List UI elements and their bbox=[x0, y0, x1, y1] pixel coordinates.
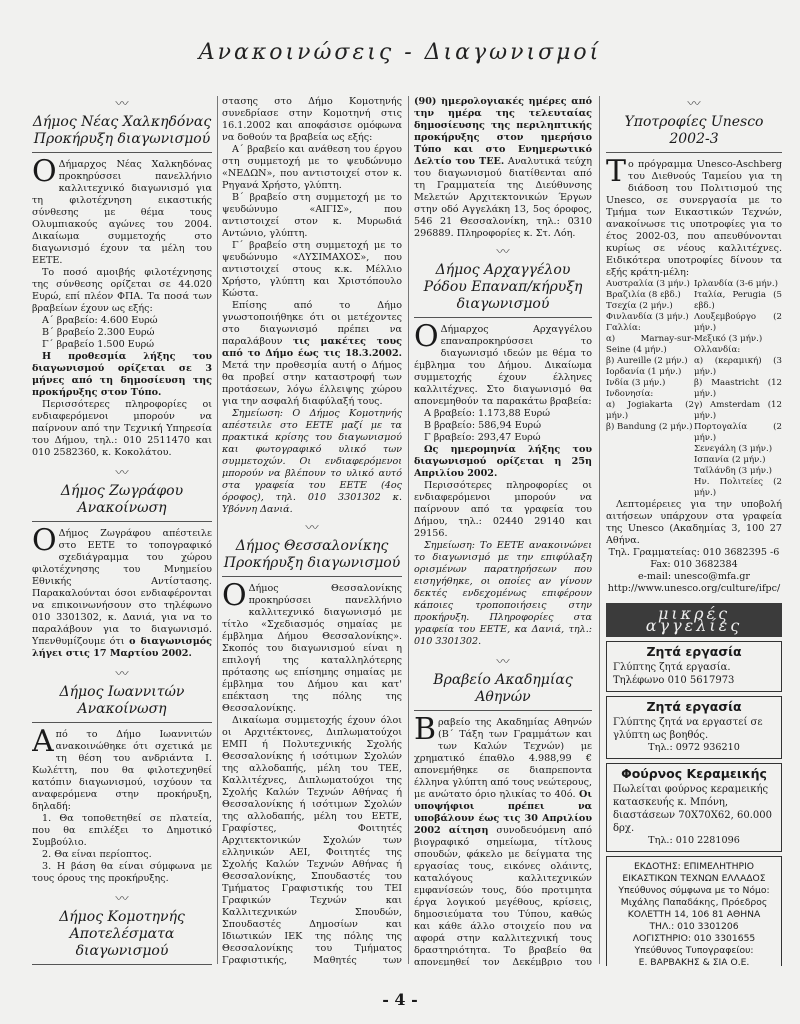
column-2 bbox=[222, 96, 402, 966]
colophon-line: ΤΗΛ.: 010 3301206 bbox=[649, 921, 739, 932]
prize-line: Γ΄ βραβείο 1.500 Ευρώ bbox=[42, 339, 155, 350]
ornament-icon: 〰 bbox=[115, 97, 129, 112]
paragraph: Το ποσό αμοιβής φιλοτέχνησης της σύνθεσης ορίζεται σε 44.020 Ευρώ, επί πλέον ΦΠΑ. Τα ποσά των βραβείων έχουν ως εξής: bbox=[32, 267, 212, 314]
article-title: Υποτροφίες Unesco 2002-3 bbox=[606, 114, 782, 153]
ad-title: Φούρνος Κεραμεικής bbox=[621, 766, 767, 781]
page-number: - 4 - bbox=[382, 990, 418, 1009]
country-item: Ιορδανία (1 μήν.) bbox=[606, 367, 682, 377]
classified-ad bbox=[606, 763, 782, 852]
prize-line: Α΄ βραβείο: 4.600 Ευρώ bbox=[42, 315, 158, 326]
column-1 bbox=[32, 96, 212, 966]
country-item: β) Maastricht (12 μήν.) bbox=[694, 378, 782, 399]
country-item: α) (κεραμική) (3 μήν.) bbox=[694, 356, 782, 377]
paragraph: Βραβείο της Ακαδημίας Αθηνών (Β΄ Τάξη των Γραμμάτων και των Καλών Τεχνών) με χρηματικό έπαθλο 4.988,99 € απονεμήθηκε σε διαπρεποντα έλληνα γλύπτη από τους νεώτερους, με ανώτατο όριο ηλικίας το 40ό. Οι υποψήφιοι πρέπει να υποβάλουν έως τις 30 Απριλίου 2002 αίτηση συνοδευόμενη από βιογραφικό σημείωμα, τίτλους σπουδών, φάκελο με δείγματα της εργασίας τους, εικόνες ολάιντς, καταλόγους καλλιτεχνικών εμφανίσεών τους, δύο προτιμητα έργα λογικού μεγέθους, κρίσεις, δημοσιεύματα του Τύπου, καθώς και κάθε άλλο στοιχείο που να αφορά στην καλλιτεχνική τους δραστηριότητα. Το βραβείο θα απονεμηθεί τον Δεκέμβριο του bbox=[414, 712, 592, 966]
note: Σημείωση: Ο Δήμος Κομοτηνής απέστειλε στο ΕΕΤΕ μαζί με τα πρακτικά κρίσης του διαγωνισμού και φωτογραφικό υλικό των συμμετοχών. Οι ενδιαφερόμενοι μπορούν να βλέπουν το υλικό αυτό στα γραφεία του ΕΕΤΕ (4ος όροφος), τηλ. 010 3301302 κ. Υβόννη Δανιά. bbox=[222, 408, 402, 515]
column-rule bbox=[408, 96, 409, 964]
prize-line: Β΄ βραβείο 2.300 Ευρώ bbox=[42, 327, 155, 338]
deadline: Η προθεσμία λήξης του διαγωνισμού ορίζεται σε 3 μήνες από τη δημοσίευση της προκήρυξης στον Τύπο. bbox=[32, 351, 212, 398]
ornament-icon: 〰 bbox=[115, 466, 129, 481]
country-item: β) Bandung (2 μήν.) bbox=[606, 422, 693, 432]
article bbox=[32, 467, 212, 660]
country-item: Πορτογαλία (2 μήν.) bbox=[694, 422, 782, 443]
colophon-line: ΕΙΚΑΣΤΙΚΩΝ ΤΕΧΝΩΝ ΕΛΛΑΔΟΣ bbox=[622, 873, 766, 884]
country-item: Γαλλία: bbox=[606, 323, 641, 333]
page-header: Ανακοινώσεις - Διαγωνισμοί bbox=[198, 40, 602, 65]
ad-phone: Τηλ.: 0972 936210 bbox=[648, 742, 740, 753]
article bbox=[32, 668, 212, 885]
article-title: Δήμος Κομοτηνής Αποτελέσματα διαγωνισμού bbox=[32, 909, 212, 965]
article-title: Δήμος Ζωγράφου Ανακοίνωση bbox=[32, 483, 212, 522]
ornament-icon: 〰 bbox=[687, 97, 701, 112]
article bbox=[606, 98, 782, 595]
website-link[interactable]: http://www.unesco.org/culture/ifpc/ bbox=[607, 583, 781, 594]
deadline: Ως ημερομηνία λήξης του διαγωνισμού ορίζεται η 25η Απριλίου 2002. bbox=[414, 444, 592, 479]
paragraph: ΟΔήμος Ζωγράφου απέστειλε στο ΕΕΤΕ το τοπογραφικό σχεδιάγραμμα του χώρου φιλοτέχνησης του Μνημείου Εθνικής Αντίστασης. Παρακαλούνται όσοι ενδιαφέρονται να επικοινωνήσουν στο τηλέφωνο 010 3301302, κ. Δανιά, για να το παραλάβουν για το διαγωνισμό. Υπενθυμίζουμε ότι ο διαγωνισμός λήγει στις 17 Μαρτίου 2002. bbox=[32, 523, 212, 659]
paragraph: Το πρόγραμμα Unesco-Aschberg του Διεθνούς Ταμείου για τη διάδοση του Πολιτισμού της Unesco, σε συνεργασία με το Τμήμα των Εικαστικών Τεχνών, ανακοίνωσε τις υποτροφίες για το έτος 2002-03, που απευθύνονται κυρίως σε νέους καλλιτέχνες. Ειδικότερα υποτροφίες δίνουν τα εξής κράτη-μέλη: bbox=[606, 154, 782, 278]
colophon-line: Υπεύθυνος σύμφωνα με το Νόμο: bbox=[618, 885, 770, 896]
classifieds-banner: μικρές αγγελίες bbox=[606, 603, 782, 637]
colophon-line: ΚΟΛΕΤΤΗ 14, 106 81 ΑΘΗΝΑ bbox=[627, 909, 761, 920]
article-title: Δήμος Ιωαννιτών Ανακοίνωση bbox=[32, 684, 212, 723]
country-item: Σενεγάλη (3 μήν.) bbox=[694, 444, 773, 454]
article bbox=[32, 893, 212, 966]
prize-line: Β βραβείο: 586,94 Ευρώ bbox=[424, 420, 542, 431]
ad-text: Γλύπτης ζητά να εργαστεί σε γλύπτη ως βοηθός. bbox=[613, 717, 763, 741]
paragraph: ΟΔήμαρχος Νέας Χαλκηδόνας προκηρύσσει πανελλήνιο καλλιτεχνικό διαγωνισμό για τη φιλοτέχνηση εικαστικής σύνθεσης με θέμα τους Ολυμπιακούς αγώνες του 2004. Δικαίωμα συμμετοχής στο διαγωνισμό έχουν τα μέλη του ΕΕΤΕ. bbox=[32, 154, 212, 266]
country-item: Ιταλία, Perugia (5 εβδ.) bbox=[694, 290, 782, 311]
classified-ad bbox=[606, 641, 782, 692]
note: Σημείωση: Το ΕΕΤΕ ανακοινώνει το διαγωνισμό με την επιφύλαξη ορισμένων παρατηρήσεων που εισηγήθηκε, οι οποίες αν γίνουν δεκτές ενδεχομένως επιφέρουν κάποιες τροποποιήσεις στην προκήρυξη. Πληροφορίες στα γραφεία του ΕΕΤΕ, κα Δανιά, τηλ.: 010 3301302. bbox=[414, 540, 592, 647]
ornament-icon: 〰 bbox=[496, 245, 510, 260]
list-item: 2. Θα είναι περίοπτος. bbox=[42, 849, 152, 860]
country-item: α) Jogiakarta (2 μήν.) bbox=[606, 400, 694, 421]
colophon-line: ΕΚΔΟΤΗΣ: ΕΠΙΜΕΛΗΤΗΡΙΟ bbox=[633, 861, 755, 872]
phone: Τηλ. Γραμματείας: 010 3682395 -6 bbox=[608, 547, 780, 558]
country-item: α) Marnay-sur-Seine (4 μήν.) bbox=[606, 334, 694, 355]
paragraph: Α΄ βραβείο και ανάθεση του έργου στη συμμετοχή με το ψευδώνυμο «ΝΕΔΩΝ», που αντιστοιχεί στον κ. Ρηγανά Χρήστο, γλύπτη. bbox=[222, 144, 402, 191]
ad-title: Ζητά εργασία bbox=[646, 644, 742, 659]
article-title: Δήμος Θεσσαλονίκης Προκήρυξη διαγωνισμού bbox=[222, 538, 402, 577]
column-4 bbox=[606, 96, 782, 966]
ad-text: Γλύπτης ζητά εργασία. Τηλέφωνο 010 5617973 bbox=[613, 662, 735, 686]
ad-title: Ζητά εργασία bbox=[646, 699, 742, 714]
colophon-line: Ε. ΒΑΡΒΑΚΗΣ & ΣΙΑ Ο.Ε. bbox=[638, 957, 750, 966]
paragraph: ΟΔήμος Θεσσαλονίκης προκηρύσσει πανελλήνιο καλλιτεχνικό διαγωνισμό με τίτλο «Σχεδιασμός σημαίας με έμβλημα Δήμου Θεσσαλονίκης». Σκοπός του διαγωνισμού είναι η επιλογή της καταλληλότερης πρότασης ως επίσημης σημαίας με έμβλημα του Δήμου και κατ' επέκταση της πόλης της Θεσσαλονίκης. bbox=[222, 578, 402, 714]
country-list bbox=[606, 279, 782, 499]
country-item: Φινλανδία (3 μήν.) bbox=[606, 312, 689, 322]
country-item: Ισπανία (2 μήν.) bbox=[694, 455, 766, 465]
colophon-line: Μιχάλης Παπαδάκης, Πρόεδρος bbox=[620, 897, 768, 908]
article-title: Δήμος Αρχαγγέλου Ρόδου Επαναπ/κήρυξη διαγωνισμού bbox=[414, 262, 592, 318]
paragraph: Β΄ βραβείο στη συμμετοχή με το ψευδώνυμο «ΑΙΓΙΣ», που αντιστοιχεί στον κ. Μυρωδιά Αντώνιο, γλύπτη. bbox=[222, 192, 402, 239]
country-list-left bbox=[606, 279, 694, 499]
paragraph: (90) ημερολογιακές ημέρες από την ημέρα της τελευταίας δημοσίευσης της περιληπτικής προκήρυξης στον ημερήσιο Τύπο και στο Ενημερωτικό Δελτίο του ΤΕΕ. Αναλυτικά τεύχη του διαγωνισμού διατίθενται από τη Γραμματεία της Διεύθυνσης Μελετών Αρχιτεκτονικών Έργων στην οδό Αγγελάκη 13, 5ος όροφος, 546 21 Θεσσαλονίκη, τηλ.: 0310 296889. Πληροφορίες κ. Στ. Λόη. bbox=[414, 96, 592, 239]
country-item: Ινδία (3 μήν.) bbox=[606, 378, 666, 388]
article bbox=[414, 656, 592, 966]
paragraph: ΟΔήμαρχος Αρχαγγέλου επαναπροκηρύσσει το διαγωνισμό ιδεών με θέμα το έμβλημα του Δήμου. Δικαίωμα συμμετοχής έχουν έλληνες καλλιτέχνες. Στο διαγωνισμό θα απονεμηθούν τα παρακάτω βραβεία: bbox=[414, 319, 592, 407]
article bbox=[32, 98, 212, 459]
paragraph: Λεπτομέρειες για την υποβολή αιτήσεων υπάρχουν στα γραφεία της Unesco (Ακαδημίας 3, 100 27 Αθήνα. bbox=[606, 499, 782, 546]
list-item: 3. Η βάση θα είναι σύμφωνα με τους όρους της προκήρυξης. bbox=[32, 861, 212, 884]
prize-line: Γ βραβείο: 293,47 Ευρώ bbox=[424, 432, 541, 443]
contact-block bbox=[606, 547, 782, 595]
fax: Fax: 010 3682384 bbox=[650, 559, 738, 570]
ornament-icon: 〰 bbox=[496, 655, 510, 670]
country-item: γ) Amsterdam (12 μήν.) bbox=[694, 400, 782, 421]
country-item: Αυστραλία (3 μήν.) bbox=[606, 279, 690, 289]
ad-phone: Τηλ.: 010 2281096 bbox=[648, 835, 740, 846]
paragraph: Από το Δήμο Ιωαννιτών ανακοινώθηκε ότι σχετικά με τη θέση του ανδριάντα Ι. Κωλέττη, που θα φιλοτεχνηθεί κατόπιν διαγωνισμού, ισχύουν τα αναφερόμενα στην προκήρυξη, δηλαδή: bbox=[32, 724, 212, 812]
country-item: Λουξεμβούργο (2 μήν.) bbox=[694, 312, 782, 333]
country-item: Τσεχία (2 μήν.) bbox=[606, 301, 673, 311]
paragraph: Επίσης από το Δήμο γνωστοποιήθηκε ότι οι μετέχοντες στο διαγωνισμό πρέπει να παραλάβουν τις μακέτες τους από το Δήμο έως τις 18.3.2002. Μετά την προθεσμία αυτή ο Δήμος θα προβεί στην καταστροφή των προτάσεων, λόγω έλλειψης χώρου για την ασφαλή διαφύλαξή τους. bbox=[222, 300, 402, 407]
column-rule bbox=[217, 96, 218, 964]
email-link[interactable]: e-mail: unesco@mfa.gr bbox=[637, 571, 750, 582]
country-item: Βραζιλία (8 εβδ.) bbox=[606, 290, 681, 300]
paragraph: Γ΄ βραβείο στη συμμετοχή με το ψευδώνυμο «ΛΥΣΙΜΑΧΟΣ», που αντιστοιχεί στους κ.κ. Μέλλιο Χρήστο, γλύπτη και Χριστόπουλο Κώστα. bbox=[222, 240, 402, 299]
column-rule bbox=[599, 96, 600, 964]
country-item: Ταϊλάνδη (3 μήν.) bbox=[694, 466, 773, 476]
article-title: Βραβείο Ακαδημίας Αθηνών bbox=[414, 672, 592, 711]
classified-ad bbox=[606, 696, 782, 759]
paragraph: Περισσότερες πληροφορίες οι ενδιαφερόμενοι μπορούν να παίρνουν από την Τεχνική Υπηρεσία του Δήμου, τηλ.: 010 2511470 και 010 2582360, κ. Κοκολάτου. bbox=[32, 399, 212, 458]
country-item: β) Aureille (2 μήν.) bbox=[606, 356, 688, 366]
colophon-line: Υπεύθυνος Τυπογραφείου: bbox=[634, 945, 754, 956]
ornament-icon: 〰 bbox=[115, 892, 129, 907]
column-3 bbox=[414, 96, 592, 966]
ornament-icon: 〰 bbox=[305, 521, 319, 536]
country-item: Μεξικό (3 μήν.) bbox=[694, 334, 763, 344]
article-title: Δήμος Νέας Χαλκηδόνας Προκήρυξη διαγωνισμού bbox=[32, 114, 212, 153]
paragraph: Περισσότερες πληροφορίες οι ενδιαφερόμενοι μπορούν να παίρνουν από τα γραφεία του Δήμου, τηλ.: 02440 29140 και 29156. bbox=[414, 480, 592, 539]
country-list-right bbox=[694, 279, 782, 499]
ornament-icon: 〰 bbox=[115, 667, 129, 682]
colophon bbox=[606, 856, 782, 966]
country-item: Ολλανδία: bbox=[694, 345, 741, 355]
country-item: Ινδονησία: bbox=[606, 389, 654, 399]
ad-text: Πωλείται φούρνος κεραμεικής κατασκευής κ. Μπόνη, διαστάσεων 70Χ70Χ62, 60.000 δρχ. bbox=[613, 784, 772, 834]
country-item: Ην. Πολιτείες (2 μήν.) bbox=[694, 477, 782, 498]
country-item: Ιρλανδία (3-6 μήν.) bbox=[694, 279, 778, 289]
colophon-line: ΛΟΓΙΣΤΗΡΙΟ: 010 3301655 bbox=[632, 933, 756, 944]
prize-line: Α βραβείο: 1.173,88 Ευρώ bbox=[424, 408, 551, 419]
paragraph: στασης στο Δήμο Κομοτηνής συνεδρίασε στην Κομοτηνή στις 16.1.2002 και αποφάσισε ομόφωνα να δοθούν τα βραβεία ως εξής: bbox=[222, 96, 402, 143]
article bbox=[222, 522, 402, 966]
list-item: 1. Θα τοποθετηθεί σε πλατεία, που θα επιλέξει το Δημοτικό Συμβούλιο. bbox=[32, 813, 212, 848]
article bbox=[414, 246, 592, 648]
paragraph: Δικαίωμα συμμετοχής έχουν όλοι οι Αρχιτέκτονες, Διπλωματούχοι ΕΜΠ ή Πολυτεχνικής Σχολής Θεσσαλονίκης ή ισότιμων Σχολών της αλλοδαπής, μέλη του ΤΕΕ, Καλλιτέχνες, Διπλωματούχοι της Σχολής Καλών Τεχνών Αθήνας ή Θεσσαλονίκης ή ισότιμων Σχολών της αλλοδαπής, μέλη του ΕΕΤΕ, Γραφίστες, Φοιτητές Αρχιτεκτονικών Σχολών των ελληνικών ΑΕΙ, Φοιτητές της Σχολής Καλών Τεχνών Αθήνας ή Θεσσαλονίκης, Σπουδαστές του Τμήματος Γραφιστικής του ΤΕΙ Γραφικών Τεχνών και Καλλιτεχνικών Σπουδών, Σπουδαστές Δημοσίων και Ιδιωτικών ΙΕΚ της πόλης της Θεσσαλονίκης του Τμήματος Γραφιστικής, Μαθητές των bbox=[222, 715, 402, 966]
